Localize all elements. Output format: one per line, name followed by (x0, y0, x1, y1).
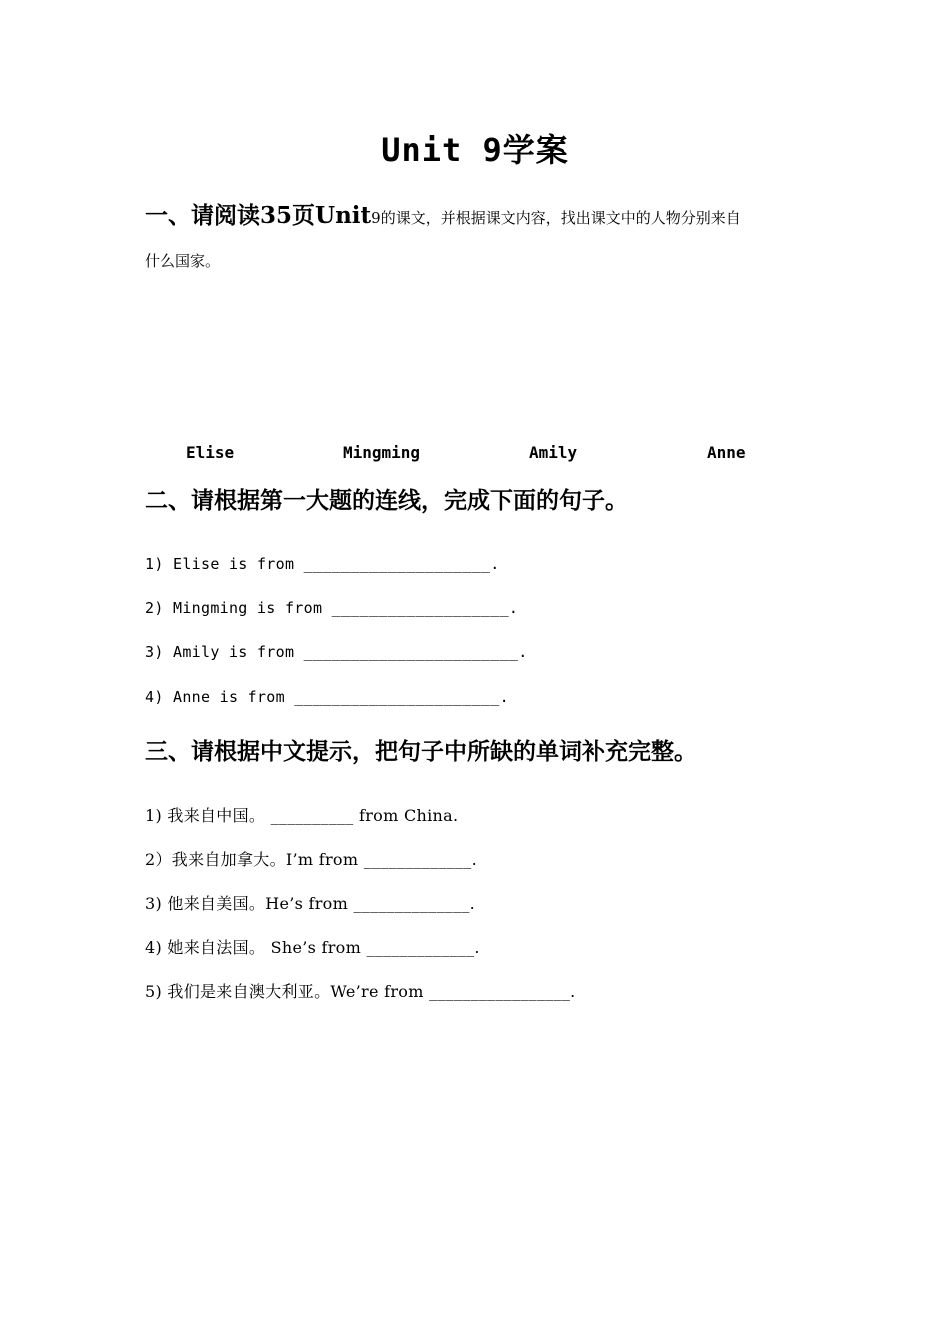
character-name: Elise (186, 443, 235, 462)
character-name: Amily (529, 443, 578, 462)
section-2-item: 4) Anne is from ______________________. (145, 688, 509, 706)
section-3-item: 5) 我们是来自澳大利亚。We’re from _________________. (145, 982, 576, 1001)
character-names-row (0, 440, 950, 468)
section-1-heading-bold: 一、请阅读35页Unit (145, 202, 372, 229)
section-2-item: 1) Elise is from ____________________. (145, 555, 500, 573)
section-2-heading: 二、请根据第一大题的连线，完成下面的句子。 (145, 487, 628, 514)
section-1-heading-line (145, 198, 815, 236)
page-title: Unit 9学案 (381, 131, 569, 169)
section-3-item: 1) 我来自中国。 __________ from China. (145, 806, 459, 825)
section-1-heading-small: 9的课文，并根据课文内容，找出课文中的人物分别来自 (371, 209, 741, 227)
character-name: Mingming (343, 443, 421, 462)
section-1-heading-continuation: 什么国家。 (145, 252, 221, 270)
section-3-heading: 三、请根据中文提示，把句子中所缺的单词补充完整。 (145, 738, 697, 765)
section-2-item: 3) Amily is from _______________________. (145, 643, 528, 661)
section-1-heading (145, 198, 815, 272)
section-3-item: 2）我来自加拿大。I’m from _____________. (145, 850, 477, 869)
section-3-item: 4) 她来自法国。 She’s from _____________. (145, 938, 480, 957)
section-2-item: 2) Mingming is from ___________________. (145, 599, 519, 617)
section-3-item: 3) 他来自美国。He’s from ______________. (145, 894, 476, 913)
character-name: Anne (707, 443, 746, 462)
